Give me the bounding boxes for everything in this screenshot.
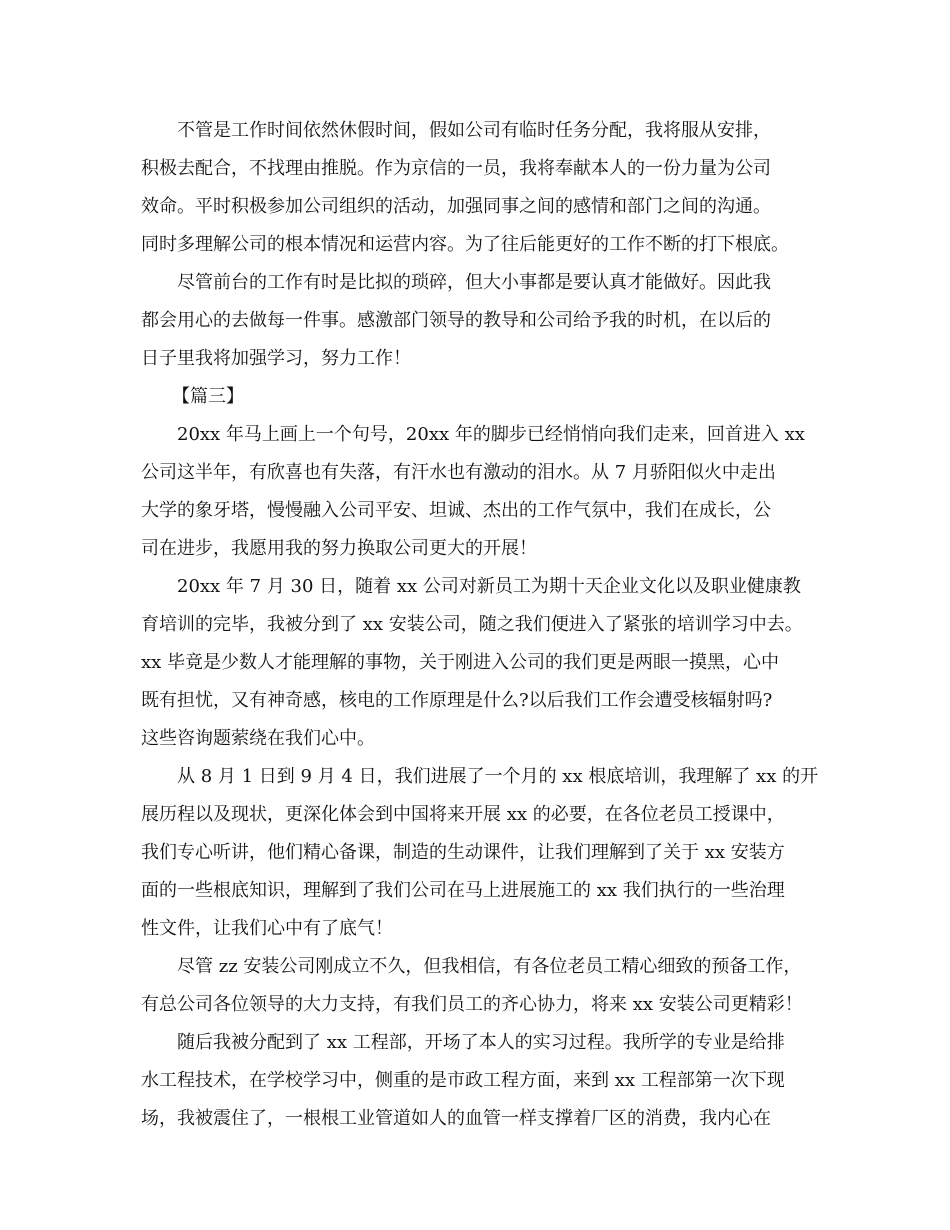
text-line: [0, 416, 950, 454]
line-text: 面的一些根底知识，理解到了我们公司在马上进展施工的 xx 我们执行的一些治理: [141, 880, 785, 901]
text-line: [0, 910, 950, 948]
line-text: 大学的象牙塔，慢慢融入公司平安、坦诚、杰出的工作气氛中，我们在成长，公: [141, 500, 771, 521]
text-line: [0, 112, 950, 150]
text-line: [0, 188, 950, 226]
section-heading-text: 【篇三】: [172, 386, 244, 407]
text-line: [0, 872, 950, 910]
text-line: [0, 492, 950, 530]
text-line: [0, 606, 950, 644]
text-line: [0, 1100, 950, 1138]
line-text: 随后我被分配到了 xx 工程部，开场了本人的实习过程。我所学的专业是给排: [177, 1032, 785, 1053]
line-text: 尽管前台的工作有时是比拟的琐碎，但大小事都是要认真才能做好。因此我: [177, 272, 771, 293]
text-line: [0, 796, 950, 834]
text-line: [0, 758, 950, 796]
line-text: 同时多理解公司的根本情况和运营内容。为了往后能更好的工作不断的打下根底。: [141, 234, 789, 255]
text-line: [0, 264, 950, 302]
line-text: 不管是工作时间依然休假时间，假如公司有临时任务分配，我将服从安排，: [177, 120, 771, 141]
line-text: 尽管 zz 安装公司刚成立不久，但我相信，有各位老员工精心细致的预备工作，: [177, 956, 802, 977]
line-text: 都会用心的去做每一件事。感激部门领导的教导和公司给予我的时机，在以后的: [141, 310, 771, 331]
text-line: [0, 644, 950, 682]
section-heading: [0, 378, 950, 416]
line-text: 20xx 年 7 月 30 日，随着 xx 公司对新员工为期十天企业文化以及职业健康教: [177, 576, 801, 597]
text-line: [0, 226, 950, 264]
line-text: xx 毕竟是少数人才能理解的事物，关于刚进入公司的我们更是两眼一摸黑，心中: [141, 652, 780, 673]
line-text: 场，我被震住了，一根根工业管道如人的血管一样支撑着厂区的消费，我内心在: [141, 1108, 771, 1129]
line-text: 效命。平时积极参加公司组织的活动，加强同事之间的感情和部门之间的沟通。: [141, 196, 771, 217]
text-line: [0, 302, 950, 340]
line-text: 育培训的完毕，我被分到了 xx 安装公司，随之我们便进入了紧张的培训学习中去。: [141, 614, 803, 635]
line-text: 公司这半年，有欣喜也有失落，有汗水也有激动的泪水。从 7 月骄阳似火中走出: [141, 462, 776, 483]
line-text: 水工程技术，在学校学习中，侧重的是市政工程方面，来到 xx 工程部第一次下现: [141, 1070, 785, 1091]
line-text: 积极去配合，不找理由推脱。作为京信的一员，我将奉献本人的一份力量为公司: [141, 158, 771, 179]
line-text: 司在进步，我愿用我的努力换取公司更大的开展！: [141, 538, 537, 559]
line-text: 既有担忧，又有神奇感，核电的工作原理是什么?以后我们工作会遭受核辐射吗?: [141, 690, 773, 711]
text-line: [0, 150, 950, 188]
line-text: 性文件，让我们心中有了底气！: [141, 918, 393, 939]
line-text: 从 8 月 1 日到 9 月 4 日，我们进展了一个月的 xx 根底培训，我理解了 xx 的开: [177, 766, 819, 787]
text-line: [0, 1062, 950, 1100]
text-line: [0, 1024, 950, 1062]
line-text: 有总公司各位领导的大力支持，有我们员工的齐心协力，将来 xx 安装公司更精彩！: [141, 994, 803, 1015]
text-line: [0, 454, 950, 492]
text-line: [0, 340, 950, 378]
text-line: [0, 568, 950, 606]
text-line: [0, 948, 950, 986]
line-text: 展历程以及现状，更深化体会到中国将来开展 xx 的必要，在各位老员工授课中，: [141, 804, 785, 825]
text-line: [0, 986, 950, 1024]
text-line: [0, 720, 950, 758]
text-line: [0, 682, 950, 720]
line-text: 20xx 年马上画上一个句号，20xx 年的脚步已经悄悄向我们走来，回首进入 xx: [177, 424, 805, 445]
text-line: [0, 834, 950, 872]
line-text: 我们专心听讲，他们精心备课，制造的生动课件，让我们理解到了关于 xx 安装方: [141, 842, 785, 863]
line-text: 日子里我将加强学习，努力工作！: [141, 348, 411, 369]
line-text: 这些咨询题萦绕在我们心中。: [141, 728, 375, 749]
text-line: [0, 530, 950, 568]
